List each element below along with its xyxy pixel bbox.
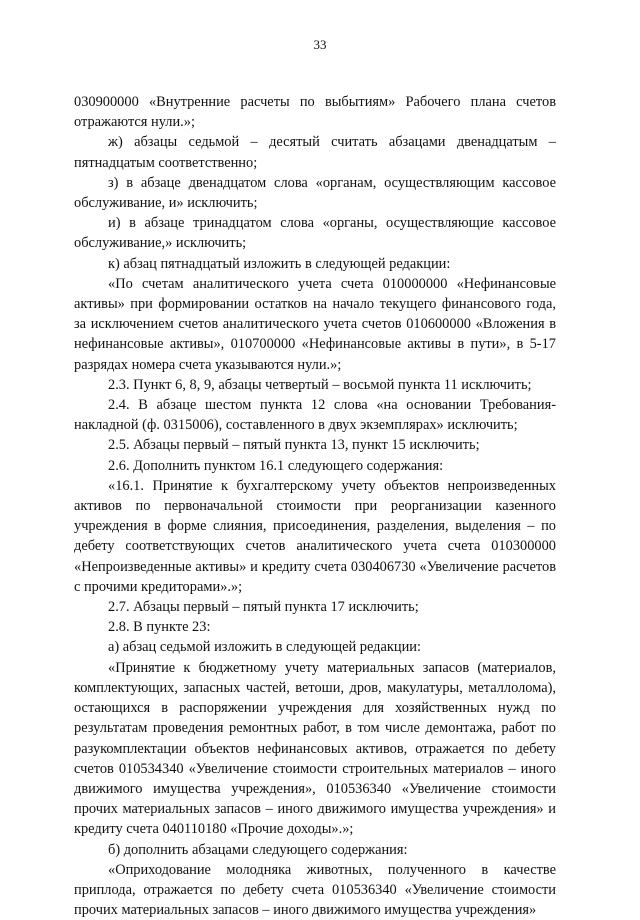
paragraph-9: 2.5. Абзацы первый – пятый пункта 13, пункт 15 исключить; xyxy=(108,437,480,454)
paragraph-4: и) в абзаце тринадцатом слова «органы, осуществляющие кассовое обслуживание,» исключить; xyxy=(74,215,556,252)
document-body xyxy=(74,92,556,920)
paragraph-10: 2.6. Дополнить пунктом 16.1 следующего содержания: xyxy=(108,457,444,474)
paragraph-5: к) абзац пятнадцатый изложить в следующей редакции: xyxy=(108,255,451,272)
paragraph-11: «16.1. Принятие к бухгалтерскому учету объектов непроизведенных активов по первоначальной стоимости при реорганизации казенного учреждения в форме слияния, присоединения, разделения, выделения – по дебету соответствующих счетов аналитического учета счета 010300000 «Непроизведенные активы» и кредиту счета 030406730 «Увеличение расчетов с прочими кредиторами».»; xyxy=(74,477,556,595)
paragraph-1: 030900000 «Внутренние расчеты по выбытиям» Рабочего плана счетов отражаются нули.»; xyxy=(74,94,556,131)
paragraph-16: б) дополнить абзацами следующего содержания: xyxy=(108,841,408,858)
paragraph-13: 2.8. В пункте 23: xyxy=(108,619,211,636)
paragraph-6: «По счетам аналитического учета счета 010000000 «Нефинансовые активы» при формировании остатков на начало текущего финансового года, за исключением счетов аналитического учета счетов 010600000 «Вложения в нефинансовые активы», 010700000 «Нефинансовые активы в пути», в 5-17 разрядах номера счета указываются нули.»; xyxy=(74,275,556,373)
paragraph-7: 2.3. Пункт 6, 8, 9, абзацы четвертый – восьмой пункта 11 исключить; xyxy=(108,376,532,393)
paragraph-17: «Оприходование молодняка животных, полученного в качестве приплода, отражается по дебету счета 010536340 «Увеличение стоимости прочих материальных запасов – иного движимого имущества учреждения» xyxy=(74,861,556,919)
paragraph-3: з) в абзаце двенадцатом слова «органам, осуществляющим кассовое обслуживание, и» исключить; xyxy=(74,174,556,212)
paragraph-2: ж) абзацы седьмой – десятый считать абзацами двенадцатым – пятнадцатым соответственно; xyxy=(74,134,556,171)
paragraph-15: «Принятие к бюджетному учету материальных запасов (материалов, комплектующих, запасных частей, ветоши, дров, макулатуры, металлолома), остающихся в распоряжении учреждения для хозяйственных нужд по результатам проведения ремонтных работ, в том числе демонтажа, работ по разукомплектации объектов нефинансовых активов, отражается по дебету счетов 010534340 «Увеличение стоимости строительных материалов – иного движимого имущества учреждения», 010536340 «Увеличение стоимости прочих материальных запасов – иного движимого имущества учреждения» и кредиту счета 040110180 «Прочие доходы».»; xyxy=(74,659,556,838)
paragraph-8: 2.4. В абзаце шестом пункта 12 слова «на основании Требования-накладной (ф. 0315006), составленного в двух экземплярах» исключить; xyxy=(74,397,556,434)
page-number: 33 xyxy=(313,37,327,52)
paragraph-12: 2.7. Абзацы первый – пятый пункта 17 исключить; xyxy=(108,599,419,616)
paragraph-14: а) абзац седьмой изложить в следующей редакции: xyxy=(108,639,421,656)
